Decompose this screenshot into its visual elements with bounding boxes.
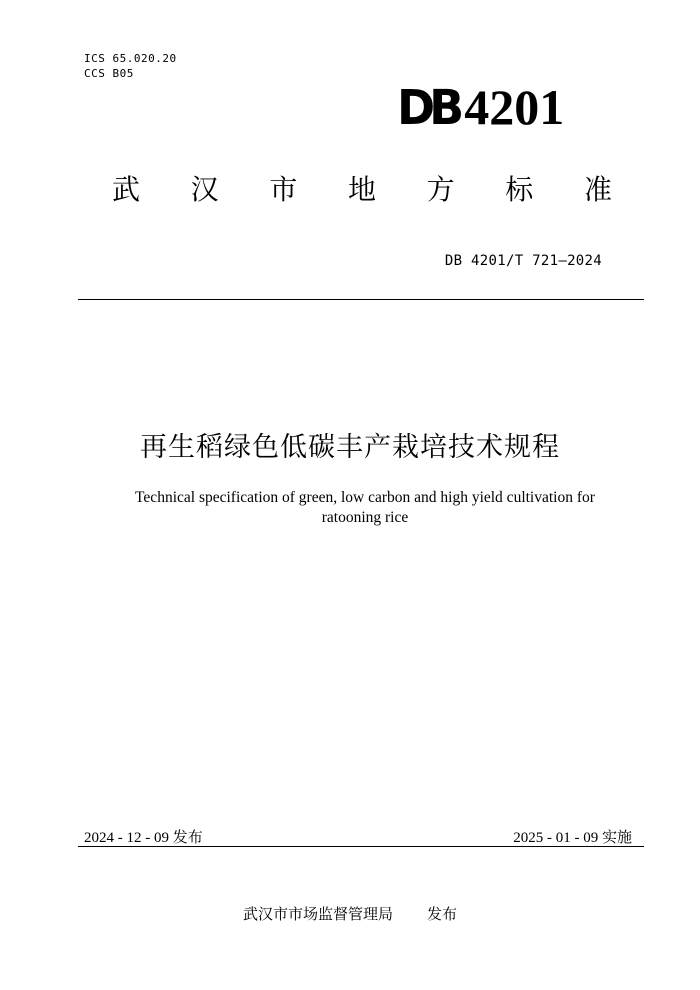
db-logo bbox=[397, 78, 565, 136]
issue-date: 2024 - 12 - 09 发布 bbox=[84, 830, 203, 846]
ics-code: ICS 65.020.20 bbox=[84, 52, 177, 65]
standard-type-char: 武 bbox=[112, 173, 141, 206]
title-english-line: Technical specification of green, low carbon and high yield cultivation for bbox=[135, 489, 595, 506]
standard-type-heading bbox=[112, 172, 612, 208]
standard-number: DB 4201/T 721—2024 bbox=[444, 253, 602, 269]
title-english-line: ratooning rice bbox=[321, 509, 409, 526]
title-english bbox=[110, 488, 620, 528]
publisher-action: 发布 bbox=[427, 905, 458, 923]
implementation-date: 2025 - 01 - 09 实施 bbox=[513, 830, 632, 846]
standard-type-char: 地 bbox=[347, 173, 376, 206]
standard-type-char: 准 bbox=[583, 173, 612, 206]
standard-type-char: 汉 bbox=[190, 173, 219, 206]
title-chinese: 再生稻绿色低碳丰产栽培技术规程 bbox=[140, 432, 560, 463]
db-logo-number: 4201 bbox=[464, 79, 565, 135]
top-divider bbox=[78, 299, 644, 300]
standard-type-char: 方 bbox=[426, 173, 455, 206]
bottom-divider bbox=[78, 846, 644, 847]
standard-type-char: 标 bbox=[505, 173, 534, 206]
publisher-line bbox=[0, 903, 700, 924]
db-logo-letters: DB bbox=[397, 78, 459, 136]
publisher-name: 武汉市市场监督管理局 bbox=[242, 905, 393, 923]
standard-type-char: 市 bbox=[269, 173, 298, 206]
ccs-code: CCS B05 bbox=[84, 67, 134, 80]
